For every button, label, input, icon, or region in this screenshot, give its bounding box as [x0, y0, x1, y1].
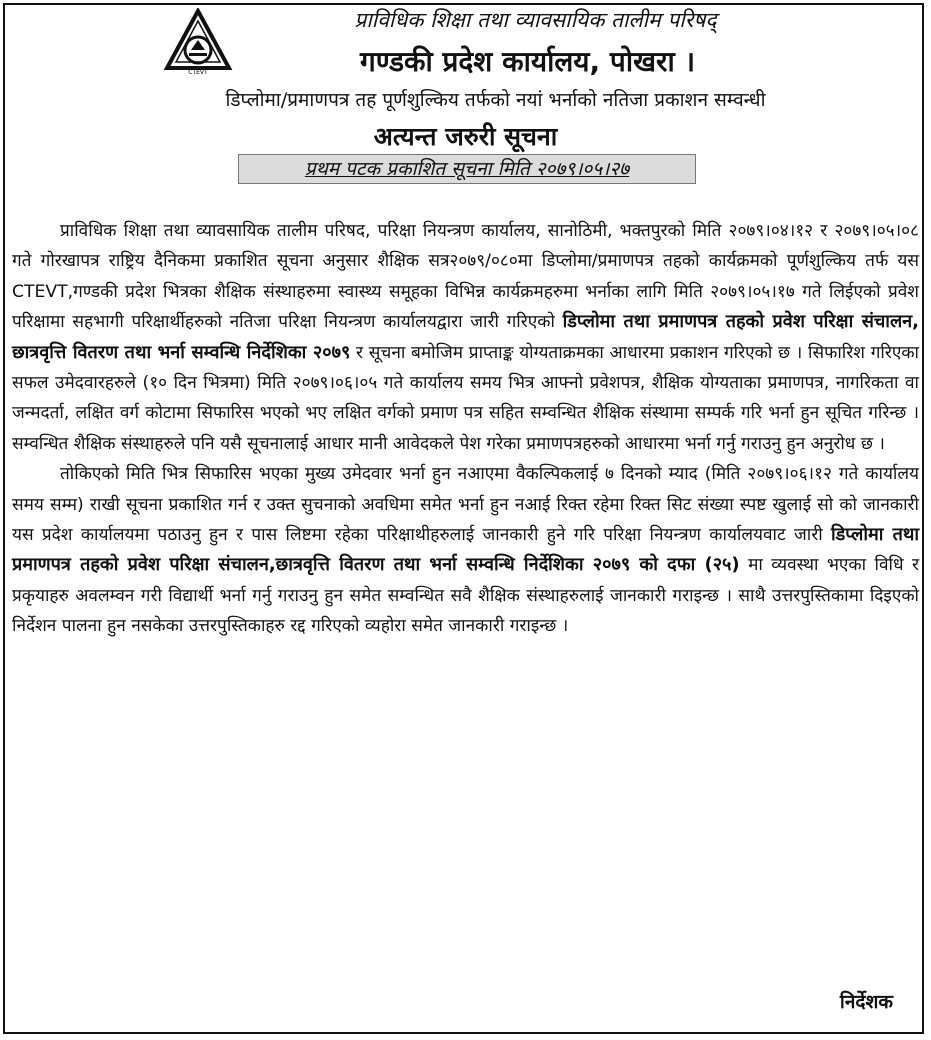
logo-text: CTEVT — [188, 69, 208, 76]
paragraph-1 — [12, 216, 919, 459]
p2-text-c: मा व्यवस्था भएका विधि र प्रकृयाहरु अवलम्वन गरी विद्यार्थी भर्ना गर्नु गराउनु हुन समेत सम्वन्धित सवै शैक्षिक संस्थाहरुलाई जानकारी गराइन्छ । साथै उत्तरपुस्तिकामा दिइएको निर्देशन पालना हुन नसकेका उत्तरपुस्तिकाहरु रद्द गरिएको व्यहोरा समेत जानकारी गराइन्छ । — [12, 555, 920, 637]
p1-bold-directive: डिप्लोमा तथा प्रमाणपत्र तहको प्रवेश परिक्षा संचालन, छात्रवृत्ति वितरण तथा भर्ना सम्वन्धि निर्देशिका २०७९ — [12, 311, 919, 363]
notice-subject: डिप्लोमा/प्रमाणपत्र तह पूर्णशुल्किय तर्फको नयां भर्नाको नतिजा प्रकाशन सम्वन्धी — [225, 89, 766, 111]
office-name: गण्डकी प्रदेश कार्यालय, पोखरा । — [359, 45, 696, 78]
p1-text-c: र सूचना बमोजिम प्राप्ताङ्क योग्यताक्रमका आधारमा प्रकाशन गरिएको छ । सिफारिश गरिएका सफल उमेदवारहरुले (१० दिन भित्रमा) मिति २०७९।०६।०५ गते कार्यालय समय भित्र आफ्नो प्रवेशपत्र, शैक्षिक योग्यताका प्रमाणपत्र, नागरिकता वा जन्मदर्ता, लक्षित वर्ग कोटामा सिफारिस भएको भए लक्षित वर्गको प्रमाण पत्र सहित सम्वन्धित शैक्षिक संस्थामा सम्पर्क गरि भर्ना हुन सूचित गरिन्छ । सम्वन्धित शैक्षिक संस्थाहरुले पनि यसै सूचनालाई आधार मानी आवेदकले पेश गरेका प्रमाणपत्रहरुको आधारमा भर्ना गर्नु गराउनु हुन अनुरोध छ । — [12, 342, 920, 454]
notice-title: अत्यन्त जरुरी सूचना — [373, 122, 558, 151]
signature-director: निर्देशक — [839, 991, 893, 1013]
p2-text-a: तोकिएको मिति भित्र सिफारिस भएका मुख्य उमेदवार भर्ना हुन नआएमा वैकल्पिकलाई ७ दिनको म्याद (मिति २०७९।०६।१२ गते कार्यालय समय सम्म) राखी सूचना प्रकाशित गर्न र उक्त सुचनाको अवधिमा समेत भर्ना हुन नआई रिक्त रहेमा रिक्त सिट संख्या स्पष्ट खुलाई सो को जानकारी यस प्रदेश कार्यालयमा पठाउनु हुन र पास लिष्टमा रहेका परिक्षाथीहरुलाई जानकारी हुने गरि परिक्षा नियन्त्रण कार्यालयवाट जारी — [12, 464, 919, 546]
first-published-date: प्रथम पटक प्रकाशित सूचना मिति २०७९।०५।२७ — [238, 154, 696, 184]
notice-body — [12, 216, 919, 642]
organization-name: प्राविधिक शिक्षा तथा व्यावसायिक तालीम परिषद् — [354, 8, 717, 32]
p2-bold-directive: डिप्लोमा तथा प्रमाणपत्र तहको प्रवेश परिक्षा संचालन,छात्रवृत्ति वितरण तथा भर्ना सम्वन्धि निर्देशिका २०७९ को दफा (२५) — [12, 524, 919, 576]
p1-text-a: प्राविधिक शिक्षा तथा व्यावसायिक तालीम परिषद, परिक्षा नियन्त्रण कार्यालय, सानोठिमी, भक्तपुरको मिति २०७९।०४।१२ र २०७९।०५।०८ गते गोरखापत्र राष्ट्रिय दैनिकमा प्रकाशित सूचना अनुसार शैक्षिक सत्र२०७९/०८०मा डिप्लोमा/प्रमाणपत्र तहको कार्यक्रमको पूर्णशुल्किय तर्फ यस CTEVT,गण्डकी प्रदेश भित्रका शैक्षिक संस्थाहरुमा स्वास्थ्य समूहका विभिन्न कार्यक्रमहरुमा भर्नाका लागि मिति २०७९।०५।१७ गते लिईएको प्रवेश परिक्षामा सहभागी परिक्षार्थीहरुको नतिजा परिक्षा नियन्त्रण कार्यालयद्वारा जारी गरिएको — [12, 221, 919, 333]
paragraph-2 — [12, 459, 919, 641]
